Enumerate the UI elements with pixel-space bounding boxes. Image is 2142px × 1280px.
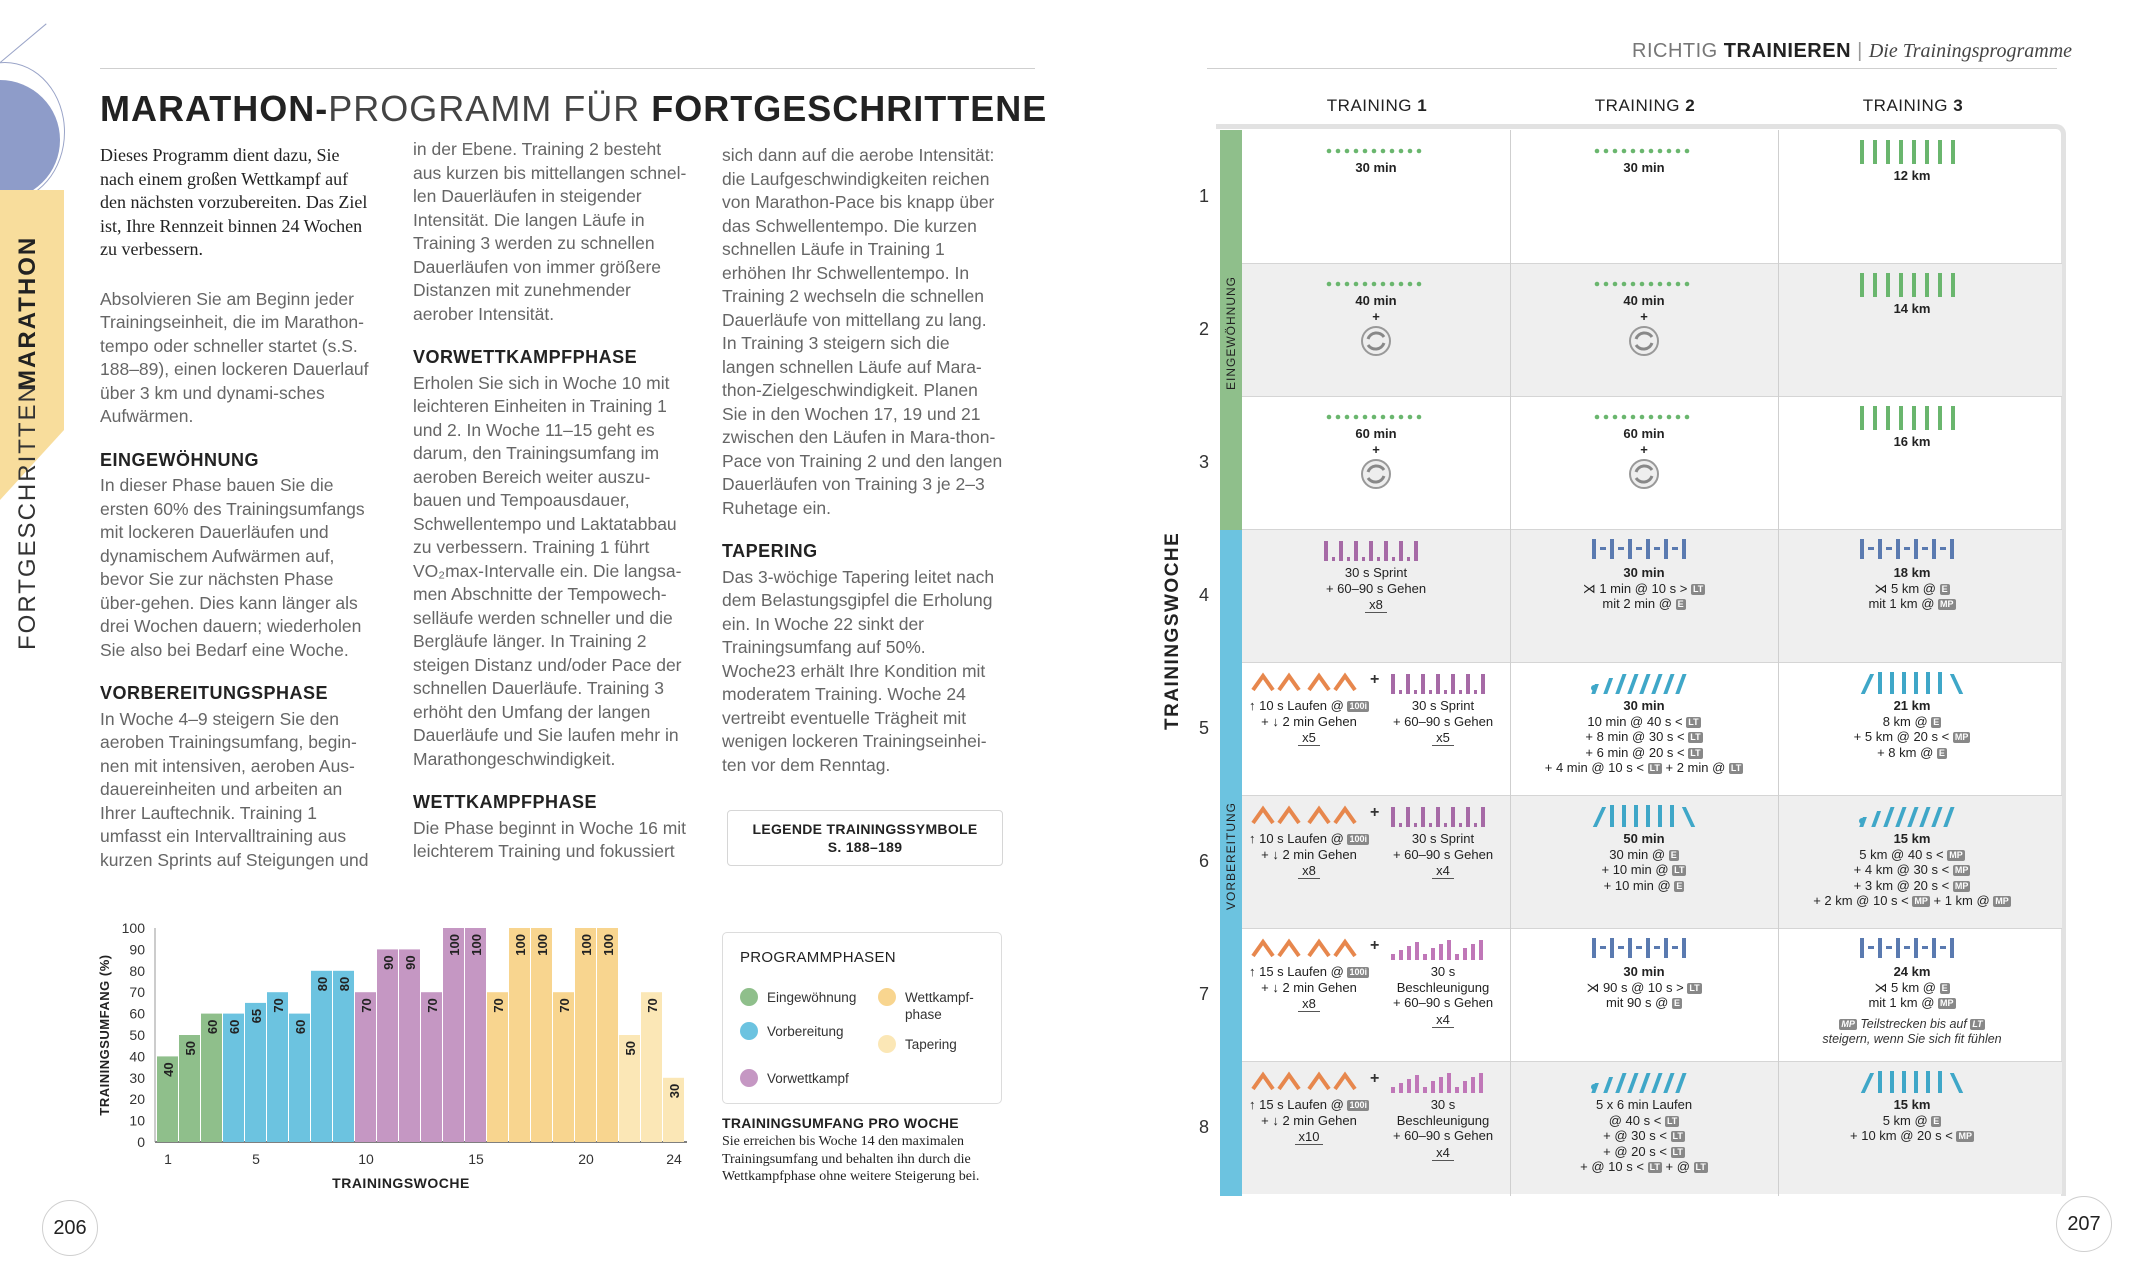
- paragraph: In Woche 4–9 steigern Sie den aeroben Trainingsumfang, begin-nen mit intensiven, aeroben Aus-dauereinheiten und arbeiten an Ihrer Lauftechnik. Training 1 umfasst ein Intervalltraining aus kurzen Sprints auf Steigungen und: [100, 708, 369, 870]
- easy-run-symbol: [1326, 412, 1426, 422]
- session-w8-t1[interactable]: ↑ 15 s Laufen @ 100i + ↓ 2 min Gehen x10 + 30 s Beschleunigung + 60–90 s Gehen x4: [1242, 1061, 1510, 1194]
- bar-value-label: 60: [293, 1019, 308, 1035]
- progressive-run-symbol: [1590, 670, 1698, 694]
- bar-value-label: 100: [579, 934, 594, 956]
- weekly-volume-bar-chart: [95, 920, 705, 1210]
- easy-run-symbol: [1594, 279, 1694, 289]
- legend-swatch: [740, 988, 758, 1006]
- y-tick-label: 60: [129, 1005, 145, 1022]
- session-w5-t1[interactable]: ↑ 10 s Laufen @ 100i + ↓ 2 min Gehen x5 + 30 s Sprint + 60–90 s Gehen x5: [1242, 662, 1510, 795]
- week-number: 8: [1198, 1117, 1209, 1137]
- section-heading: VORBEREITUNGSPHASE: [100, 683, 329, 703]
- session-w3-t1[interactable]: 60 min +: [1242, 396, 1510, 529]
- section-heading: VORWETTKAMPFPHASE: [413, 347, 638, 367]
- bar-week-15: [465, 928, 486, 1142]
- bar-value-label: 50: [183, 1041, 198, 1056]
- dynamic-warmup-icon: [1359, 457, 1393, 491]
- bar-value-label: 60: [205, 1019, 220, 1035]
- y-tick-label: 70: [129, 984, 145, 1001]
- acceleration-intervals: 30 s Beschleunigung + 60–90 s Gehen x4: [1376, 1061, 1510, 1194]
- dynamic-warmup-icon: [1359, 324, 1393, 358]
- fast-long-run-symbol: [1858, 670, 1966, 694]
- y-tick-label: 50: [129, 1027, 145, 1043]
- bar-week-6: [267, 992, 288, 1142]
- hill-intervals: ↑ 15 s Laufen @ 100i + ↓ 2 min Gehen x10: [1242, 1061, 1376, 1194]
- session-w4-t3[interactable]: 18 km ⋊ 5 km @ E mit 1 km @ MP: [1778, 529, 2046, 662]
- text-column-3: [722, 144, 1004, 777]
- session-w5-t3[interactable]: 21 km 8 km @ E + 5 km @ 20 s < MP + 8 km @ E: [1778, 662, 2046, 795]
- section-heading: EINGEWÖHNUNG: [100, 449, 259, 470]
- section-heading: WETTKAMPFPHASE: [413, 792, 597, 812]
- bar-value-label: 70: [491, 998, 506, 1013]
- y-tick-label: 30: [129, 1069, 145, 1086]
- session-w1-t1[interactable]: 30 min: [1242, 130, 1510, 263]
- bar-value-label: 30: [667, 1083, 682, 1099]
- bar-value-label: 100: [601, 934, 616, 956]
- legend-button-line-2: S. 188–189: [827, 839, 903, 855]
- phase-label-vorbereitung: VORBEREITUNG: [1224, 801, 1238, 910]
- y-tick-label: 80: [129, 962, 145, 979]
- paragraph: In dieser Phase bauen Sie die ersten 60% des Trainingsumfangs mit lockeren Dauerläufen und dynamischem Aufwärmen auf, bevor Sie zur nächsten Phase über-gehen. Dies kann länger als drei Wochen dauern; wiederholen Sie also bei Bedarf eine Woche.: [100, 475, 365, 660]
- chapter-tab-fortgeschritten[interactable]: FORTGESCHRITTEN: [14, 383, 41, 650]
- dynamic-warmup-icon: [1627, 324, 1661, 358]
- session-w3-t3[interactable]: 16 km: [1778, 396, 2046, 529]
- sprint-intervals: 30 s Sprint + 60–90 s Gehen x4: [1376, 795, 1510, 928]
- acceleration-symbol: [1389, 936, 1497, 960]
- caption-heading: TRAININGSUMFANG PRO WOCHE: [722, 1115, 959, 1131]
- page-number-left: 206: [42, 1200, 98, 1256]
- page-title: MARATHON-PROGRAMM FÜR FORTGESCHRITTENE: [100, 88, 1048, 129]
- week-number: 5: [1198, 718, 1209, 738]
- bar-week-13: [421, 992, 442, 1142]
- y-tick-label: 20: [129, 1091, 145, 1108]
- chart-caption: [722, 1115, 1012, 1186]
- program-phases-legend: PROGRAMMPHASEN Eingewöhnung Vorbereitung Vorwettkampf Wettkampf- phase Tapering: [722, 932, 1002, 1104]
- session-w6-t3[interactable]: 15 km 5 km @ 40 s < MP + 4 km @ 30 s < MP + 3 km @ 20 s < MP + 2 km @ 10 s < MP + 1 km @ MP: [1778, 795, 2046, 928]
- session-w4-t1[interactable]: 30 s Sprint + 60–90 s Gehen x8: [1242, 529, 1510, 662]
- x-tick-label: 5: [252, 1151, 260, 1167]
- hill-symbol: [1249, 936, 1369, 960]
- text-column-2: [413, 138, 693, 864]
- week-number: 2: [1198, 319, 1209, 339]
- bar-value-label: 100: [469, 934, 484, 956]
- text-column-1: [100, 144, 375, 872]
- session-w6-t1[interactable]: ↑ 10 s Laufen @ 100i + ↓ 2 min Gehen x8 + 30 s Sprint + 60–90 s Gehen x4: [1242, 795, 1510, 928]
- session-w1-t3[interactable]: 12 km: [1778, 130, 2046, 263]
- y-axis-title: TRAININGSUMFANG (%): [97, 954, 112, 1116]
- paragraph: Erholen Sie sich in Woche 10 mit leichteren Einheiten in Training 1 und 2. In Woche 11–15 geht es darum, den Trainingsumfang im aeroben Bereich weiter auszu-bauen und Tempoausdauer, Schwellentempo und Laktatabbau zu verbessern. Training 1 führt VO₂max-Intervalle ein. Die langsa-men Abschnitte der Tempowech-selläufe werden schneller und die Bergläufe länger. In Training 2 steigen Distanz und/oder Pace der schnellen Dauerläufe. Training 3 erhöht den Umfang der langen Dauerläufe und Sie laufen mehr in Marathongeschwindigkeit.: [413, 372, 682, 769]
- bar-week-16: [487, 992, 508, 1142]
- progressive-run-symbol: [1590, 1069, 1698, 1093]
- sprint-symbol: [1322, 537, 1430, 561]
- session-w2-t3[interactable]: 14 km: [1778, 263, 2046, 396]
- tempo-run-symbol: [1590, 537, 1698, 561]
- bar-week-11: [377, 949, 398, 1142]
- long-run-symbol: [1858, 140, 1966, 164]
- tempo-run-symbol: [1858, 936, 1966, 960]
- decorative-line: [0, 23, 47, 62]
- top-rule-right: [1207, 68, 2057, 69]
- bar-value-label: 60: [227, 1019, 242, 1035]
- page-number-right: 207: [2056, 1196, 2112, 1252]
- paragraph: Absolvieren Sie am Beginn jeder Trainingseinheit, die im Marathon-tempo oder schneller startet (s.S. 188–89), einen lockeren Dauerlauf über 3 km und dynami-sches Aufwärmen.: [100, 288, 369, 426]
- long-run-symbol: [1858, 406, 1966, 430]
- bar-week-19: [553, 992, 574, 1142]
- legend-swatch: [740, 1069, 758, 1087]
- week-number: 1: [1198, 186, 1209, 206]
- bar-value-label: 70: [557, 998, 572, 1013]
- chapter-tab-marathon[interactable]: MARATHON: [14, 235, 41, 390]
- progressive-run-symbol: [1858, 803, 1966, 827]
- week-number: 6: [1198, 851, 1209, 871]
- x-tick-label: 1: [164, 1151, 172, 1167]
- fast-long-run-symbol: [1590, 803, 1698, 827]
- acceleration-symbol: [1389, 1069, 1497, 1093]
- session-w2-t2[interactable]: 40 min +: [1510, 263, 1778, 396]
- easy-run-symbol: [1326, 279, 1426, 289]
- top-rule-left: [100, 68, 1035, 69]
- paragraph: Das 3-wöchige Tapering leitet nach dem Belastungsgipfel die Erholung ein. In Woche 22 sinkt der Trainingsumfang auf 50%. Woche23 erhält Ihre Kondition mit moderatem Training. Woche 24 vertreibt eventuelle Trägheit mit wenigen lockeren Trainingseinhei-ten vor dem Renntag.: [722, 566, 995, 775]
- phases-legend-title: PROGRAMMPHASEN: [740, 949, 896, 966]
- acceleration-intervals: 30 s Beschleunigung + 60–90 s Gehen x4: [1376, 928, 1510, 1061]
- caption-text: Sie erreichen bis Woche 14 den maximalen Trainingsumfang und behalten ihn durch die Wettkampfphase ohne weitere Steigerung bei.: [722, 1134, 980, 1184]
- tempo-run-symbol: [1590, 936, 1698, 960]
- bar-week-12: [399, 949, 420, 1142]
- long-run-symbol: [1858, 273, 1966, 297]
- bar-week-21: [597, 928, 618, 1142]
- bar-value-label: 50: [623, 1041, 638, 1056]
- session-w4-t2[interactable]: 30 min ⋊ 1 min @ 10 s > LT mit 2 min @ E: [1510, 529, 1778, 662]
- bar-week-23: [641, 992, 662, 1142]
- bar-value-label: 70: [425, 998, 440, 1013]
- section-heading: TAPERING: [722, 541, 818, 561]
- week-number: 7: [1198, 984, 1209, 1004]
- y-tick-label: 90: [129, 941, 145, 958]
- bar-value-label: 80: [337, 976, 352, 992]
- bar-value-label: 40: [161, 1062, 176, 1077]
- y-tick-label: 100: [121, 920, 145, 936]
- session-w7-t3[interactable]: 24 km ⋊ 5 km @ E mit 1 km @ MP MP Teilstrecken bis auf LT steigern, wenn Sie sich fit fühlen: [1778, 928, 2046, 1061]
- legend-swatch: [878, 988, 896, 1006]
- column-header-training-1: TRAINING 1: [1326, 96, 1428, 115]
- session-w7-t1[interactable]: ↑ 15 s Laufen @ 100i + ↓ 2 min Gehen x8 + 30 s Beschleunigung + 60–90 s Gehen x4: [1242, 928, 1510, 1061]
- bar-week-17: [509, 928, 530, 1142]
- fast-long-run-symbol: [1858, 1069, 1966, 1093]
- x-tick-label: 10: [358, 1151, 374, 1167]
- session-w5-t2[interactable]: 30 min 10 min @ 40 s < LT + 8 min @ 30 s < LT + 6 min @ 20 s < LT + 4 min @ 10 s < LT + 2 min @ LT: [1510, 662, 1778, 795]
- session-w1-t2[interactable]: 30 min: [1510, 130, 1778, 263]
- sprint-intervals: 30 s Sprint + 60–90 s Gehen x5: [1376, 662, 1510, 795]
- hill-symbol: [1249, 670, 1369, 694]
- bar-value-label: 70: [359, 998, 374, 1013]
- column-header-training-2: TRAINING 2: [1594, 96, 1696, 115]
- bar-value-label: 100: [513, 934, 528, 956]
- bar-week-9: [333, 971, 354, 1142]
- paragraph: Die Phase beginnt in Woche 16 mit leichterem Training und fokussiert: [413, 817, 687, 861]
- running-head: RICHTIG TRAINIEREN | Die Trainingsprogramme: [1632, 40, 2073, 62]
- sprint-symbol: [1389, 670, 1497, 694]
- bar-value-label: 100: [447, 934, 462, 956]
- session-w3-t2[interactable]: 60 min +: [1510, 396, 1778, 529]
- y-tick-label: 40: [129, 1048, 145, 1065]
- legend-symbols-button[interactable]: [727, 810, 1003, 866]
- easy-run-symbol: [1594, 412, 1694, 422]
- bar-week-10: [355, 992, 376, 1142]
- bar-week-14: [443, 928, 464, 1142]
- intro-paragraph: Dieses Programm dient dazu, Sie nach einem großen Wettkampf auf den nächsten vorzubereiten. Das Ziel ist, Ihre Rennzeit binnen 24 Wochen zu verbessern.: [100, 145, 368, 259]
- hill-intervals: ↑ 10 s Laufen @ 100i + ↓ 2 min Gehen x8: [1242, 795, 1376, 928]
- y-tick-label: 10: [129, 1112, 145, 1129]
- paragraph: sich dann auf die aerobe Intensität: die Laufgeschwindigkeiten reichen von Marathon-Pace bis knapp über das Schwellentempo. Die kurzen schnellen Läufe in Training 1 erhöhen Ihr Schwellentempo. In Training 2 wechseln die schnellen Dauerläufe von mittellang zu lang. In Training 3 steigern sich die langen schnellen Läufe auf Mara-thon-Zielgeschwindigkeit. Planen Sie in den Wochen 17, 19 und 21 zwischen den Läufen in Mara-thon-Pace von Training 2 und den langen Dauerläufen von Training 3 je 2–3 Ruhetage ein.: [722, 145, 1003, 518]
- session-w2-t1[interactable]: 40 min +: [1242, 263, 1510, 396]
- easy-run-symbol: [1594, 146, 1694, 156]
- session-w8-t2[interactable]: 5 x 6 min Laufen @ 40 s < LT + @ 30 s < LT + @ 20 s < LT + @ 10 s < LT + @ LT: [1510, 1061, 1778, 1194]
- bar-value-label: 90: [381, 955, 396, 970]
- hill-symbol: [1249, 1069, 1369, 1093]
- x-axis-title: TRAININGSWOCHE: [332, 1175, 470, 1191]
- column-header-training-3: TRAINING 3: [1862, 96, 1964, 115]
- week-axis-label: TRAININGSWOCHE: [1162, 531, 1183, 730]
- week-number: 3: [1198, 452, 1209, 472]
- hill-intervals: ↑ 15 s Laufen @ 100i + ↓ 2 min Gehen x8: [1242, 928, 1376, 1061]
- legend-swatch: [740, 1022, 758, 1040]
- bar-week-8: [311, 971, 332, 1142]
- week-number: 4: [1198, 585, 1209, 605]
- bar-value-label: 90: [403, 955, 418, 970]
- bar-week-20: [575, 928, 596, 1142]
- x-tick-label: 15: [468, 1151, 484, 1167]
- bar-week-18: [531, 928, 552, 1142]
- bar-value-label: 70: [271, 998, 286, 1013]
- legend-swatch: [878, 1035, 896, 1053]
- tempo-run-symbol: [1858, 537, 1966, 561]
- x-tick-label: 20: [578, 1151, 594, 1167]
- hill-intervals: ↑ 10 s Laufen @ 100i + ↓ 2 min Gehen x5: [1242, 662, 1376, 795]
- sprint-symbol: [1389, 803, 1497, 827]
- session-w7-t2[interactable]: 30 min ⋊ 90 s @ 10 s > LT mit 90 s @ E: [1510, 928, 1778, 1061]
- y-tick-label: 0: [137, 1134, 145, 1150]
- legend-button-line-1: LEGENDE TRAININGSSYMBOLE: [752, 821, 978, 837]
- bar-value-label: 65: [249, 1008, 264, 1024]
- easy-run-symbol: [1326, 146, 1426, 156]
- session-w6-t2[interactable]: 50 min 30 min @ E + 10 min @ LT + 10 min @ E: [1510, 795, 1778, 928]
- paragraph: in der Ebene. Training 2 besteht aus kurzen bis mittellangen schnel-len Dauerläufen in steigender Intensität. Die langen Läufe in Training 3 werden zu schnellen Dauerläufen von immer größere Distanzen mit zunehmender aerober Intensität.: [413, 139, 687, 324]
- hill-symbol: [1249, 803, 1369, 827]
- bar-value-label: 70: [645, 998, 660, 1013]
- session-w8-t3[interactable]: 15 km 5 km @ E + 10 km @ 20 s < MP: [1778, 1061, 2046, 1194]
- dynamic-warmup-icon: [1627, 457, 1661, 491]
- phase-label-eingewoehnung: EINGEWÖHNUNG: [1224, 276, 1238, 390]
- x-tick-label: 24: [666, 1151, 682, 1167]
- bar-value-label: 100: [535, 934, 550, 956]
- bar-value-label: 80: [315, 976, 330, 992]
